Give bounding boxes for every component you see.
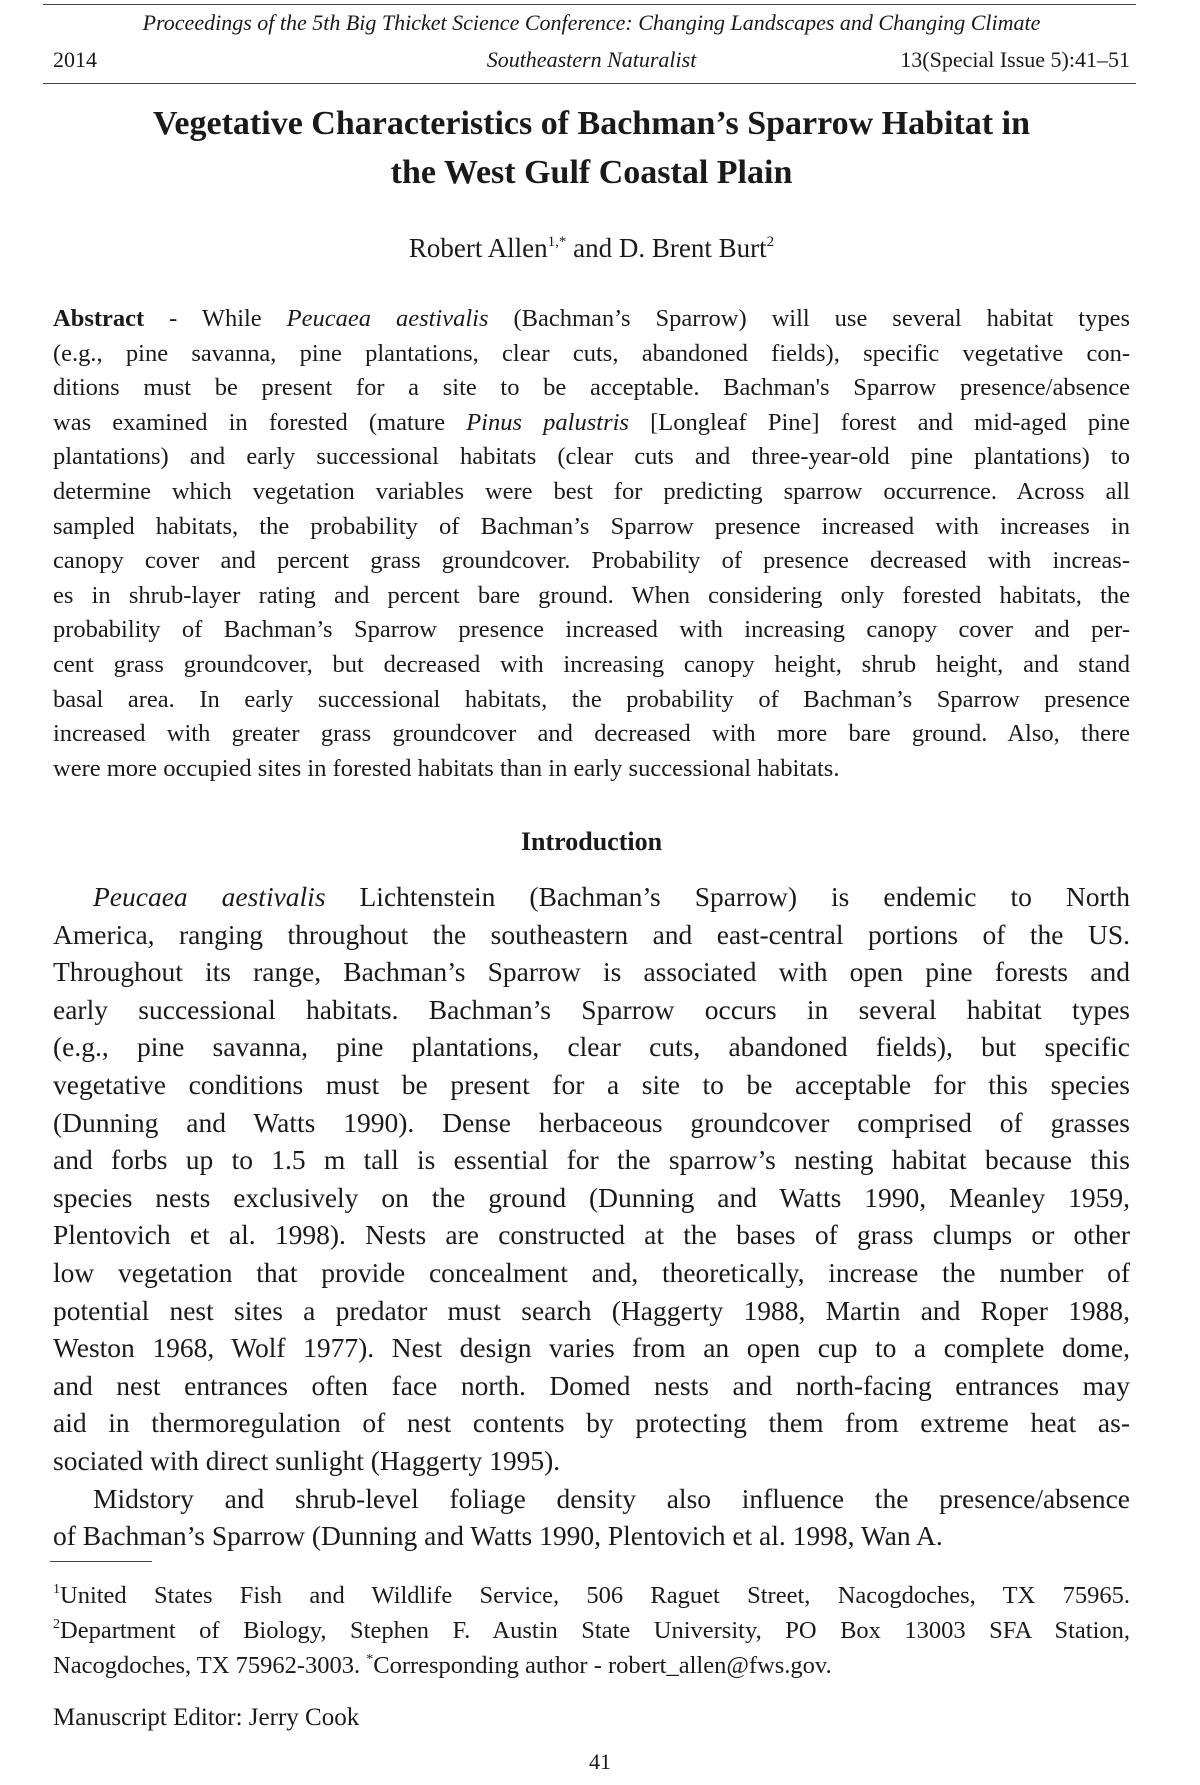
abstract-line xyxy=(53,475,1130,510)
line-text: cent grass groundcover, but decreased with increasing canopy height, shrub height, and stand xyxy=(53,650,1130,678)
abstract-line xyxy=(53,302,1130,337)
line-text: sociated with direct sunlight (Haggerty 1995). xyxy=(53,1444,561,1476)
line-text: vegetative conditions must be present for a site to be acceptable for this species xyxy=(53,1068,1130,1100)
article-title xyxy=(53,99,1130,197)
line-text: [Longleaf Pine] forest and mid-aged pine xyxy=(628,408,1130,436)
abstract-line xyxy=(53,648,1130,683)
introduction-line xyxy=(53,1028,1130,1066)
abstract-line xyxy=(53,544,1130,579)
line-text: and forbs up to 1.5 m tall is essential for the sparrow’s nesting habitat because this xyxy=(53,1144,1130,1176)
introduction-line xyxy=(53,878,1130,916)
line-text: plantations) and early successional habitats (clear cuts and three-year-old pine plantations) to xyxy=(53,443,1130,471)
abstract-line xyxy=(53,717,1130,752)
line-text: determine which vegetation variables were best for predicting sparrow occurrence. Across all xyxy=(53,477,1130,505)
line-text: was examined in forested (mature xyxy=(53,408,467,436)
introduction-line xyxy=(53,1442,1130,1480)
manuscript-editor: Manuscript Editor: Jerry Cook xyxy=(53,1704,360,1731)
abstract-line xyxy=(53,371,1130,406)
line-text: probability of Bachman’s Sparrow presence increased with increasing canopy cover and per- xyxy=(53,616,1130,644)
header-top-rule xyxy=(43,4,1136,5)
footnote-2 xyxy=(53,1613,1130,1648)
introduction-line xyxy=(53,1404,1130,1442)
introduction-line xyxy=(53,916,1130,954)
line-text: sampled habitats, the probability of Bachman’s Sparrow presence increased with increases in xyxy=(53,512,1130,540)
italic-species-name: Pinus palustris xyxy=(466,408,629,436)
abstract-line xyxy=(53,510,1130,545)
line-text: aid in thermoregulation of nest contents by protecting them from extreme heat as- xyxy=(53,1407,1130,1439)
section-heading-introduction: Introduction xyxy=(520,827,663,856)
introduction-line xyxy=(53,1216,1130,1254)
introduction-line xyxy=(53,1367,1130,1405)
introduction-line xyxy=(53,1179,1130,1217)
introduction-line xyxy=(53,1104,1130,1142)
article-title-line-1: Vegetative Characteristics of Bachman’s Sparrow Habitat in xyxy=(153,105,1030,142)
abstract-line xyxy=(53,683,1130,718)
line-text: (e.g., pine savanna, pine plantations, clear cuts, abandoned fields), but specific xyxy=(53,1031,1130,1063)
abstract-line xyxy=(53,613,1130,648)
author-2: and D. Brent Burt xyxy=(566,233,767,263)
running-header-proceedings: Proceedings of the 5th Big Thicket Science Conference: Changing Landscapes and Changing Climate xyxy=(142,10,1041,35)
footnotes xyxy=(53,1578,1130,1683)
author-list xyxy=(53,231,1130,265)
introduction-line xyxy=(53,991,1130,1029)
line-text: of Bachman’s Sparrow (Dunning and Watts 1990, Plentovich et al. 1998, Wan A. xyxy=(53,1520,943,1552)
header-bottom-rule xyxy=(43,83,1136,84)
line-text: Plentovich et al. 1998). Nests are constructed at the bases of grass clumps or other xyxy=(53,1219,1130,1251)
footnote-2-continued xyxy=(53,1648,1130,1683)
line-text: es in shrub-layer rating and percent bare ground. When considering only forested habitats, the xyxy=(53,581,1130,609)
abstract-line xyxy=(53,752,1130,787)
abstract-label: Abstract xyxy=(53,305,145,332)
article-title-line-2: the West Gulf Coastal Plain xyxy=(390,154,793,191)
footnote-2-mark: 2 xyxy=(53,1617,60,1632)
line-text: early successional habitats. Bachman’s Sparrow occurs in several habitat types xyxy=(53,993,1130,1025)
line-text: canopy cover and percent grass groundcover. Probability of presence decreased with increas- xyxy=(53,547,1130,575)
introduction-line xyxy=(53,1141,1130,1179)
line-text: basal area. In early successional habitats, the probability of Bachman’s Sparrow presence xyxy=(53,685,1130,713)
introduction-line xyxy=(53,1254,1130,1292)
header-journal: Southeastern Naturalist xyxy=(486,47,697,72)
line-text: Weston 1968, Wolf 1977). Nest design varies from an open cup to a complete dome, xyxy=(53,1332,1130,1364)
author-1-affiliation-mark: 1,* xyxy=(547,234,567,250)
introduction-line xyxy=(53,1292,1130,1330)
abstract xyxy=(53,302,1130,786)
line-text: species nests exclusively on the ground (Dunning and Watts 1990, Meanley 1959, xyxy=(53,1181,1130,1213)
line-text: potential nest sites a predator must search (Haggerty 1988, Martin and Roper 1988, xyxy=(53,1294,1130,1326)
footnote-1-mark: 1 xyxy=(53,1582,60,1597)
abstract-line xyxy=(53,337,1130,372)
page-number: 41 xyxy=(589,1749,611,1774)
corresponding-author-text: Corresponding author - robert_allen@fws.gov. xyxy=(373,1652,832,1679)
italic-species-name: Peucaea aestivalis xyxy=(93,881,326,912)
introduction-line xyxy=(53,1329,1130,1367)
line-text: Throughout its range, Bachman’s Sparrow is associated with open pine forests and xyxy=(53,956,1130,988)
line-text: - While xyxy=(144,305,287,332)
running-header-row xyxy=(53,47,1130,73)
corresponding-author-mark: * xyxy=(366,1652,374,1667)
line-text: (Bachman’s Sparrow) will use several habitat types xyxy=(488,305,1130,332)
italic-species-name: Peucaea aestivalis xyxy=(286,305,489,332)
header-year: 2014 xyxy=(53,47,97,72)
introduction-line xyxy=(53,1066,1130,1104)
line-text: (e.g., pine savanna, pine plantations, clear cuts, abandoned fields), specific vegetative con- xyxy=(53,339,1130,367)
line-text: were more occupied sites in forested habitats than in early successional habitats. xyxy=(53,754,840,782)
footnote-1 xyxy=(53,1578,1130,1613)
introduction-line xyxy=(53,953,1130,991)
introduction-line xyxy=(53,1480,1130,1518)
footnote-rule xyxy=(50,1561,152,1562)
footnote-2-text: Department of Biology, Stephen F. Austin State University, PO Box 13003 SFA Station, xyxy=(60,1617,1130,1644)
abstract-line xyxy=(53,406,1130,441)
footnote-1-text: United States Fish and Wildlife Service, 506 Raguet Street, Nacogdoches, TX 75965. xyxy=(60,1582,1130,1609)
introduction-line xyxy=(53,1517,1130,1555)
introduction-body xyxy=(53,878,1130,1555)
author-2-affiliation-mark: 2 xyxy=(766,234,775,250)
line-text: ditions must be present for a site to be acceptable. Bachman's Sparrow presence/absence xyxy=(53,374,1130,402)
line-text: Midstory and shrub-level foliage density also influence the presence/absence xyxy=(93,1482,1130,1514)
line-text: America, ranging throughout the southeastern and east-central portions of the US. xyxy=(53,918,1130,950)
line-text: Lichtenstein (Bachman’s Sparrow) is endemic to North xyxy=(325,881,1131,912)
abstract-line xyxy=(53,579,1130,614)
footnote-2-text-cont: Nacogdoches, TX 75962-3003. xyxy=(53,1652,367,1679)
header-volume-pages: 13(Special Issue 5):41–51 xyxy=(900,47,1130,72)
author-1: Robert Allen xyxy=(408,233,548,263)
abstract-line xyxy=(53,440,1130,475)
line-text: low vegetation that provide concealment and, theoretically, increase the number of xyxy=(53,1256,1130,1288)
line-text: increased with greater grass groundcover and decreased with more bare ground. Also, there xyxy=(53,720,1130,748)
line-text: and nest entrances often face north. Domed nests and north-facing entrances may xyxy=(53,1369,1130,1401)
line-text: (Dunning and Watts 1990). Dense herbaceous groundcover comprised of grasses xyxy=(53,1106,1130,1138)
